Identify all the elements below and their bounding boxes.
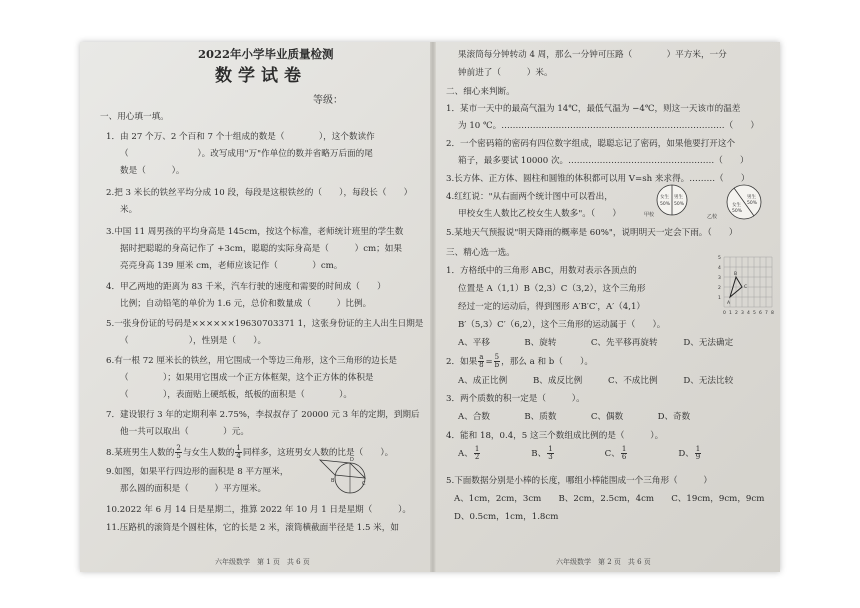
question-1-line-3: 数是（ ）。 <box>120 166 185 176</box>
judge-3: 3.长方体、正方体、圆柱和圆锥的体积都可以用 V=sh 来求得。………（ ） <box>446 174 750 184</box>
question-8: 8.某班男生人数的 $\frac{2}{5}$ 与女生人数的 $\frac{1}{4}$ 同样多，这班男女人数的比是（ ）。 <box>106 444 394 460</box>
question-6-line-2: （ ）；如果用它围成一个正方体框架，这个正方体的体积是 <box>120 373 374 383</box>
svg-text:5: 5 <box>753 311 756 316</box>
question-6-line-1: 6.有一根 72 厘米长的铁丝，用它围成一个等边三角形，这个三角形的边长是 <box>106 356 398 366</box>
page-1 <box>80 42 432 572</box>
exam-title: 2022年小学毕业质量检测 <box>198 47 334 61</box>
question-2-line-2: 米。 <box>120 205 138 215</box>
choice-1-options: A、平移 B、旋转 C、先平移再旋转 D、无法确定 <box>458 338 734 348</box>
page-2-footer: 六年级数学 第 2 页 共 6 页 <box>556 558 651 566</box>
svg-text:7: 7 <box>765 311 768 316</box>
svg-text:女生: 女生 <box>660 195 669 200</box>
fraction-2-5: $\frac{2}{5}$ <box>176 444 181 460</box>
question-3-line-1: 3.中国 11 周男孩的平均身高是 145cm，按这个标准，老师统计班里的学生数 <box>106 227 404 237</box>
choice-4-options: A、 $\frac{1}{2}$ B、 $\frac{1}{3}$ C、 $\frac{1}{6}$ D、 $\frac{1}{9}$ <box>458 445 701 461</box>
svg-text:0: 0 <box>723 311 726 316</box>
coordinate-grid-figure <box>714 252 778 322</box>
question-2-line-1: 2.把 3 米长的铁丝平均分成 10 段，每段是这根铁丝的（ ），每段长（ ） <box>106 188 413 198</box>
question-7-line-1: 7．建设银行 3 年的定期利率 2.75%，李叔叔存了 20000 元 3 年的定期，到期后 <box>106 410 420 420</box>
svg-text:D: D <box>350 457 354 463</box>
svg-text:50%: 50% <box>732 209 743 214</box>
exam-sheet <box>80 42 780 572</box>
svg-text:女生: 女生 <box>732 203 741 208</box>
svg-text:B: B <box>734 272 738 277</box>
judge-4-line-1: 4.红红说："从右面两个统计图中可以看出， <box>446 192 613 202</box>
pie-chart-school-a <box>644 185 687 218</box>
question-3-line-2: 据时把聪聪的身高记作了 +3cm，聪聪的实际身高是（ ）cm；如果 <box>120 244 402 254</box>
svg-text:4: 4 <box>747 311 750 316</box>
question-11-line-1: 11.压路机的滚筒是个圆柱体，它的长是 2 米，滚筒横截面半径是 1.5 米，如 <box>106 523 399 533</box>
exam-subject: 数学试卷 <box>215 66 307 86</box>
judge-5: 5.某地天气预报说"明天降雨的概率是 60%"，说明明天一定会下雨。（ ） <box>446 228 738 238</box>
section-1-heading: 一、用心填一填。 <box>100 112 169 122</box>
question-11-line-3: 钟前进了（ ）米。 <box>458 68 553 78</box>
fraction-1-4: $\frac{1}{4}$ <box>236 444 241 460</box>
svg-text:50%: 50% <box>660 202 671 207</box>
judge-1-line-2: 为 10 ℃。……………………………………………………………………（ ） <box>458 121 760 131</box>
question-10: 10.2022 年 6 月 14 日是星期二，推算 2022 年 10 月 1 日是星期（ ）。 <box>106 505 412 515</box>
choice-2: 2．如果 $\frac{a}{8}$ = $\frac{5}{b}$ ，那么 a 和 b（ ）。 <box>446 353 593 369</box>
choice-1-line-1: 1．方格纸中的三角形 ABC，用数对表示各顶点的 <box>446 266 637 276</box>
question-9-line-2: 那么圆的面积是（ ）平方厘米。 <box>120 484 267 494</box>
svg-text:8: 8 <box>771 311 774 316</box>
page-2 <box>436 42 780 572</box>
svg-text:5: 5 <box>718 256 721 261</box>
svg-text:A: A <box>727 301 731 306</box>
circle-parallelogram-figure <box>318 454 368 498</box>
judge-1-line-1: 1．某市一天中的最高气温为 14℃，最低气温为 −4℃，则这一天该市的温差 <box>446 104 741 114</box>
svg-text:2: 2 <box>735 311 738 316</box>
question-5-line-1: 5.一张身份证的号码是××××××19630703371 1，这张身份证的主人出生日期是 <box>106 319 424 329</box>
choice-5: 5.下面数据分别是小棒的长度，哪组小棒能围成一个三角形（ ） <box>446 476 713 486</box>
svg-text:1: 1 <box>718 296 721 301</box>
question-4-line-2: 比例；自动铅笔的单价为 1.6 元，总价和数量成（ ）比例。 <box>120 299 372 309</box>
svg-text:甲校: 甲校 <box>644 212 655 218</box>
svg-text:B: B <box>331 478 335 484</box>
svg-text:乙校: 乙校 <box>707 214 718 220</box>
choice-1-line-3: 经过一定的运动后，得到图形 A′B′C′，A′（4,1） <box>458 302 646 312</box>
svg-text:男生: 男生 <box>674 195 683 200</box>
question-1-line-2: （ ）。改写成用"万"作单位的数并省略万后面的尾 <box>120 149 373 159</box>
svg-text:50%: 50% <box>747 201 758 206</box>
question-4-line-1: 4．甲乙两地的距离为 83 千米，汽车行驶的速度和需要的时间成（ ） <box>106 282 386 292</box>
grade-label: 等级： <box>313 95 343 106</box>
question-3-line-3: 亮亮身高 139 厘米 cm，老师应该记作（ ）cm。 <box>120 261 343 271</box>
svg-text:1: 1 <box>729 311 732 316</box>
judge-4-line-2: 甲校女生人数比乙校女生人数多"。（ ） <box>458 209 621 219</box>
svg-text:C: C <box>744 285 748 290</box>
judge-2-line-2: 箱子，最多要试 10000 次。……………………………………………（ ） <box>458 156 749 166</box>
question-5-line-2: （ ），性别是（ ）。 <box>120 336 267 346</box>
question-9-line-1: 9.如图，如果平行四边形的面积是 8 平方厘米， <box>106 467 289 477</box>
svg-text:C: C <box>362 481 366 487</box>
svg-text:3: 3 <box>718 276 721 281</box>
question-7-line-2: 他一共可以取出（ ）元。 <box>120 427 249 437</box>
section-2-heading: 二、细心来判断。 <box>446 87 515 97</box>
choice-1-line-4: B′（5,3）C′（6,2），这个三角形的运动属于（ ）。 <box>458 320 666 330</box>
page-1-footer: 六年级数学 第 1 页 共 6 页 <box>215 558 310 566</box>
svg-text:4: 4 <box>718 266 721 271</box>
choice-5-options-line-2: D、0.5cm，1cm，1.8cm <box>454 512 559 522</box>
svg-text:3: 3 <box>741 311 744 316</box>
choice-1-line-2: 位置是 A（1,1）B（2,3）C（3,2），这个三角形 <box>458 284 646 294</box>
fraction-5-b: $\frac{5}{b}$ <box>494 353 500 369</box>
svg-text:6: 6 <box>759 311 762 316</box>
section-3-heading: 三、精心选一选。 <box>446 248 515 258</box>
question-6-line-3: （ ），表面贴上硬纸板，纸板的面积是（ ）。 <box>120 390 353 400</box>
choice-4: 4．能和 18，0.4，5 这三个数组成比例的是（ ）。 <box>446 431 664 441</box>
choice-3: 3．两个质数的积一定是（ ）。 <box>446 394 585 404</box>
choice-3-options: A、合数 B、质数 C、偶数 D、奇数 <box>458 412 691 422</box>
svg-text:男生: 男生 <box>747 195 756 200</box>
choice-5-options-line-1: A、1cm，2cm，3cm B、2cm，2.5cm，4cm C、19cm，9cm，9cm <box>454 494 765 504</box>
question-11-line-2: 果滚筒每分钟转动 4 周，那么一分钟可压路（ ）平方米，一分 <box>458 50 727 60</box>
svg-text:50%: 50% <box>674 202 685 207</box>
judge-2-line-1: 2．一个密码箱的密码有四位数字组成，聪聪忘记了密码，如果他要打开这个 <box>446 139 736 149</box>
school-pie-charts <box>636 182 774 224</box>
choice-2-options: A、成正比例 B、成反比例 C、不成比例 D、无法比较 <box>458 376 734 386</box>
svg-text:2: 2 <box>718 286 721 291</box>
question-1-line-1: 1．由 27 个万、2 个百和 7 个十组成的数是（ ），这个数读作 <box>106 132 375 142</box>
fraction-a-8: $\frac{a}{8}$ <box>479 353 484 369</box>
pie-chart-school-b <box>707 185 761 220</box>
